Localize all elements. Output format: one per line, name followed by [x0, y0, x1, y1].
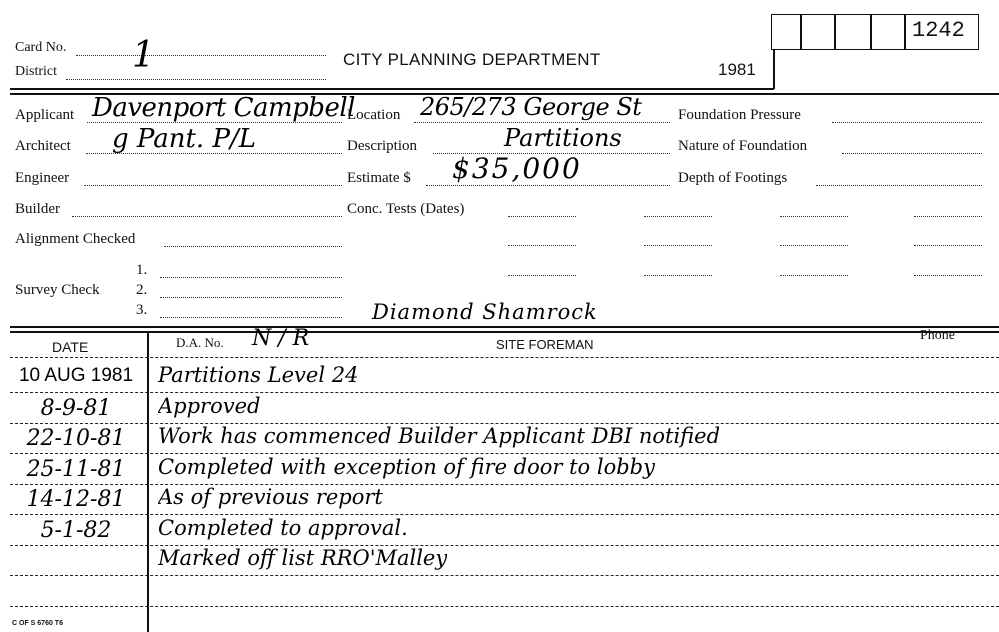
description-value: Partitions: [504, 124, 622, 152]
estimate-line: [426, 185, 670, 186]
location-value: 265/273 George St: [420, 93, 642, 121]
architect-label: Architect: [15, 138, 71, 154]
architect-value: g Pant. P/L: [112, 124, 256, 154]
log-row-date: 8-9-81: [40, 395, 112, 421]
card-number-box-divider: [904, 14, 906, 50]
conc-tests-line: [914, 216, 982, 217]
district-label: District: [15, 64, 57, 79]
log-row-entry: Approved: [158, 393, 261, 418]
applicant-value: Davenport Campbell: [92, 93, 355, 123]
log-row-entry: Work has commenced Builder Applicant DBI notified: [158, 424, 721, 448]
card-number-box-divider: [800, 14, 802, 50]
alignment-label: Alignment Checked: [15, 231, 136, 247]
estimate-value: $35,000: [452, 152, 582, 185]
engineer-line: [84, 185, 342, 186]
conc-tests-line: [780, 245, 848, 246]
page-title: CITY PLANNING DEPARTMENT: [343, 50, 601, 69]
depth-of-footings-line: [816, 185, 982, 186]
card-no-line: [76, 55, 326, 56]
top-border: [10, 88, 774, 90]
log-row-date: 25-11-81: [26, 456, 126, 482]
conc-tests-line: [780, 275, 848, 276]
applicant-label: Applicant: [15, 107, 75, 123]
footer-code: C OF S 6760 T6: [12, 620, 63, 627]
log-row-entry: Completed to approval.: [158, 515, 408, 540]
engineer-label: Engineer: [15, 170, 70, 186]
log-row-line: [10, 606, 999, 607]
log-row-date: 10 AUG 1981: [18, 365, 134, 386]
log-column-divider: [147, 332, 149, 632]
log-header-line: [10, 357, 999, 358]
conc-tests-line: [644, 275, 712, 276]
log-row-date: 22-10-81: [26, 426, 126, 451]
card-no-value: 1: [132, 35, 155, 76]
log-row-entry: Completed with exception of fire door to lobby: [158, 454, 655, 479]
location-line: [414, 122, 670, 123]
log-top-border: [10, 331, 999, 333]
card-number-box-divider: [834, 14, 836, 50]
log-top-border: [10, 326, 999, 328]
foundation-pressure-label: Foundation Pressure: [678, 107, 801, 123]
date-column-header: DATE: [52, 339, 89, 355]
da-no-value: N / R: [252, 326, 310, 351]
location-label: Location: [347, 107, 401, 123]
conc-tests-line: [914, 245, 982, 246]
card-number-box-divider: [870, 14, 872, 50]
survey-label: Survey Check: [15, 282, 100, 298]
conc-tests-line: [508, 275, 576, 276]
log-row-entry: Partitions Level 24: [158, 363, 359, 387]
foundation-pressure-line: [832, 122, 982, 123]
card-number: 1242: [912, 18, 965, 43]
conc-tests-line: [780, 216, 848, 217]
nature-of-foundation-line: [842, 153, 982, 154]
survey-1-line: [160, 277, 342, 278]
conc-tests-line: [508, 245, 576, 246]
builder-line: [72, 216, 342, 217]
estimate-label: Estimate $: [347, 170, 411, 186]
builder-label: Builder: [15, 201, 60, 217]
alignment-line: [164, 246, 342, 247]
survey-2-line: [160, 297, 342, 298]
depth-of-footings-label: Depth of Footings: [678, 170, 788, 186]
year: 1981: [718, 60, 756, 79]
foreman-note: Diamond Shamrock: [372, 300, 598, 324]
conc-tests-line: [644, 216, 712, 217]
conc-tests-line: [644, 245, 712, 246]
survey-3: 3.: [136, 302, 148, 318]
district-line: [66, 79, 326, 80]
da-no-label: D.A. No.: [176, 335, 224, 350]
site-foreman-header: SITE FOREMAN: [496, 337, 594, 352]
conc-tests-line: [508, 216, 576, 217]
conc-tests-line: [914, 275, 982, 276]
log-row-entry: As of previous report: [158, 485, 383, 509]
nature-of-foundation-label: Nature of Foundation: [678, 138, 808, 154]
log-row-line: [10, 575, 999, 576]
survey-1: 1.: [136, 262, 148, 278]
log-row-date: 14-12-81: [26, 487, 126, 512]
survey-2: 2.: [136, 282, 148, 298]
conc-tests-label: Conc. Tests (Dates): [347, 201, 465, 217]
top-border-right-tick: [773, 50, 775, 89]
card-no-label: Card No.: [15, 40, 67, 55]
log-row-date: 5-1-82: [40, 517, 112, 543]
log-row-entry: Marked off list RRO'Malley: [158, 546, 448, 570]
phone-header: Phone: [920, 328, 955, 343]
survey-3-line: [160, 317, 342, 318]
description-label: Description: [347, 138, 417, 154]
